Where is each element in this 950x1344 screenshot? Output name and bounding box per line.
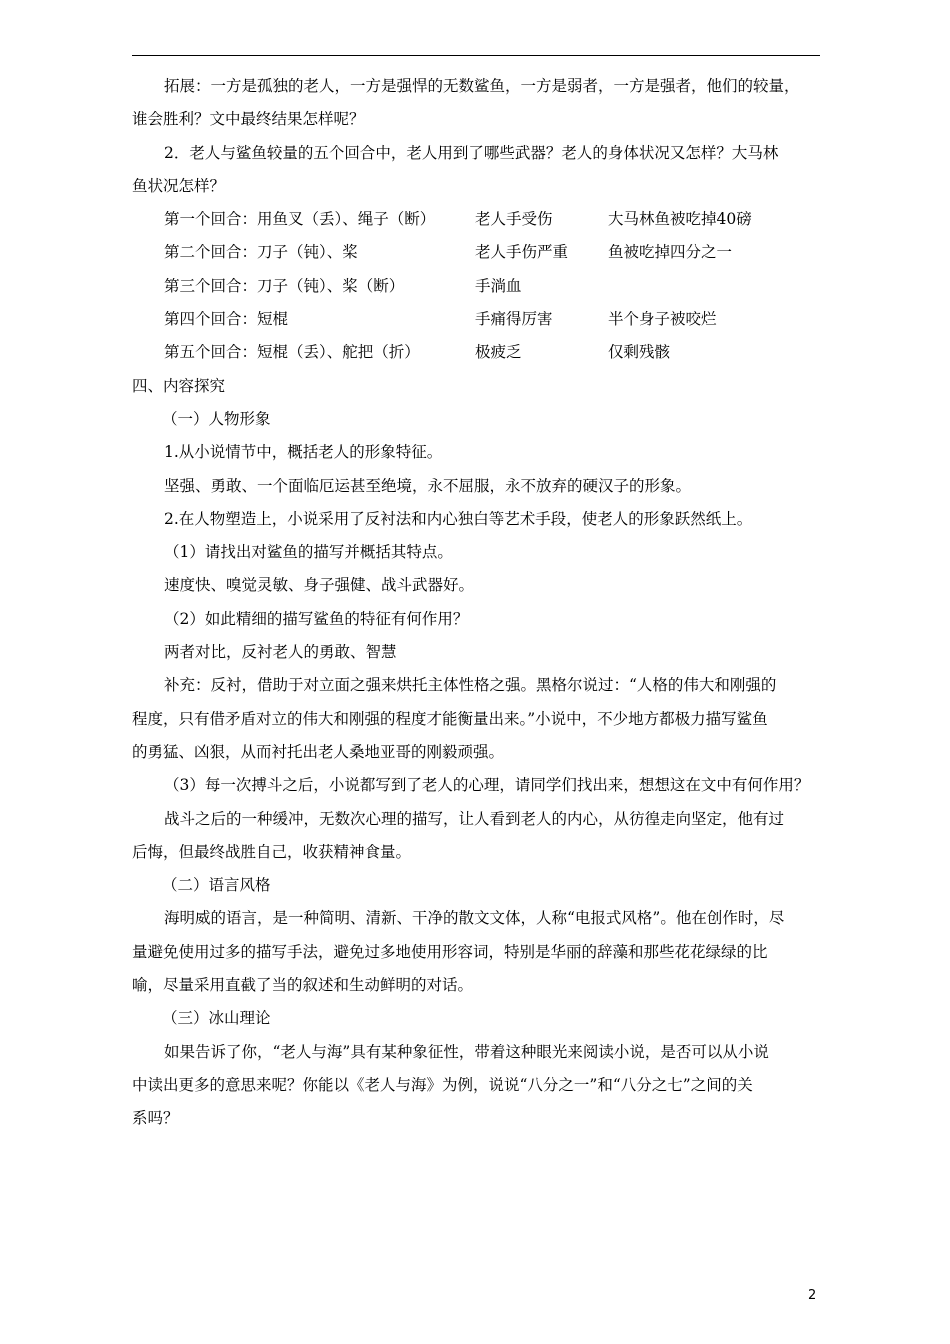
round-weapon: 第三个回合：刀子（钝）、桨（断） <box>164 276 405 295</box>
round-weapon: 第五个回合：短棍（丢）、舵把（折） <box>164 343 420 362</box>
header-rule <box>132 55 820 56</box>
paragraph: 海明威的语言，是一种简明、清新、干净的散文文体，人称“电报式风格”。他在创作时，尽 <box>164 909 785 928</box>
round-fish: 鱼被吃掉四分之一 <box>608 243 733 262</box>
round-body: 老人手受伤 <box>475 210 553 229</box>
paragraph: 谁会胜利？文中最终结果怎样呢？ <box>132 110 365 129</box>
supplement: 补充：反衬，借助于对立面之强来烘托主体性格之强。黑格尔说过：“人格的伟大和刚强的 <box>164 676 777 695</box>
round-weapon: 第四个回合：短棍 <box>164 310 289 329</box>
round-weapon: 第一个回合：用鱼叉（丢）、绳子（断） <box>164 210 436 229</box>
round-row-4 <box>132 303 820 336</box>
supplement: 程度，只有借矛盾对立的伟大和刚强的程度才能衡量出来。”小说中，不少地方都极力描写鲨鱼 <box>132 709 768 728</box>
paragraph: 量避免使用过多的描写手法，避免过多地使用形容词，特别是华丽的辞藻和那些花花绿绿的比 <box>132 942 768 961</box>
round-fish: 半个身子被咬烂 <box>608 310 717 329</box>
paragraph: 喻，尽量采用直截了当的叙述和生动鲜明的对话。 <box>132 976 474 995</box>
section-heading: 四、内容探究 <box>132 376 226 395</box>
paragraph: 如果告诉了你，“老人与海”具有某种象征性，带着这种眼光来阅读小说，是否可以从小说 <box>164 1042 769 1061</box>
sub-question: （1）请找出对鲨鱼的描写并概括其特点。 <box>164 543 453 562</box>
paragraph: 鱼状况怎样？ <box>132 176 226 195</box>
question: 1.从小说情节中，概括老人的形象特征。 <box>164 443 443 462</box>
answer: 战斗之后的一种缓冲，无数次心理的描写，让人看到老人的内心，从彷徨走向坚定，他有过 <box>164 809 785 828</box>
round-body: 极疲乏 <box>475 343 522 362</box>
sub-question: （3）每一次搏斗之后，小说都写到了老人的心理，请同学们找出来，想想这在文中有何作用？ <box>164 776 810 795</box>
round-weapon: 第二个回合：刀子（钝）、桨 <box>164 243 358 262</box>
question-2: 2．老人与鲨鱼较量的五个回合中，老人用到了哪些武器？老人的身体状况又怎样？大马林 <box>164 143 779 162</box>
subsection-heading: （三）冰山理论 <box>162 1009 271 1028</box>
sub-question: （2）如此精细的描写鲨鱼的特征有何作用？ <box>164 609 469 628</box>
round-row-3 <box>132 270 820 303</box>
round-fish: 仅剩残骸 <box>608 343 671 362</box>
round-body: 手痛得厉害 <box>475 310 553 329</box>
answer: 两者对比，反衬老人的勇敢、智慧 <box>164 643 397 662</box>
round-row-2 <box>132 236 820 269</box>
page-number: 2 <box>808 1288 817 1303</box>
round-row-1 <box>132 203 820 236</box>
question: 2.在人物塑造上，小说采用了反衬法和内心独白等艺术手段，使老人的形象跃然纸上。 <box>164 509 753 528</box>
answer: 坚强、勇敢、一个面临厄运甚至绝境，永不屈服，永不放弃的硬汉子的形象。 <box>164 476 692 495</box>
round-body: 老人手伤严重 <box>475 243 569 262</box>
round-body: 手淌血 <box>475 276 522 295</box>
paragraph: 拓展：一方是孤独的老人，一方是强悍的无数鲨鱼，一方是弱者，一方是强者，他们的较量， <box>164 77 800 95</box>
subsection-heading: （二）语言风格 <box>162 876 271 895</box>
supplement: 的勇猛、凶狠，从而衬托出老人桑地亚哥的刚毅顽强。 <box>132 742 505 761</box>
answer: 速度快、嗅觉灵敏、身子强健、战斗武器好。 <box>164 576 475 595</box>
paragraph: 中读出更多的意思来呢？你能以《老人与海》为例，说说“八分之一”和“八分之七”之间的关 <box>132 1075 753 1094</box>
answer: 后悔，但最终战胜自己，收获精神食量。 <box>132 842 412 861</box>
paragraph: 系吗？ <box>132 1109 179 1128</box>
document-body <box>132 70 820 1136</box>
round-fish: 大马林鱼被吃掉40磅 <box>608 210 752 229</box>
round-row-5 <box>132 336 820 369</box>
subsection-heading: （一）人物形象 <box>162 409 271 428</box>
